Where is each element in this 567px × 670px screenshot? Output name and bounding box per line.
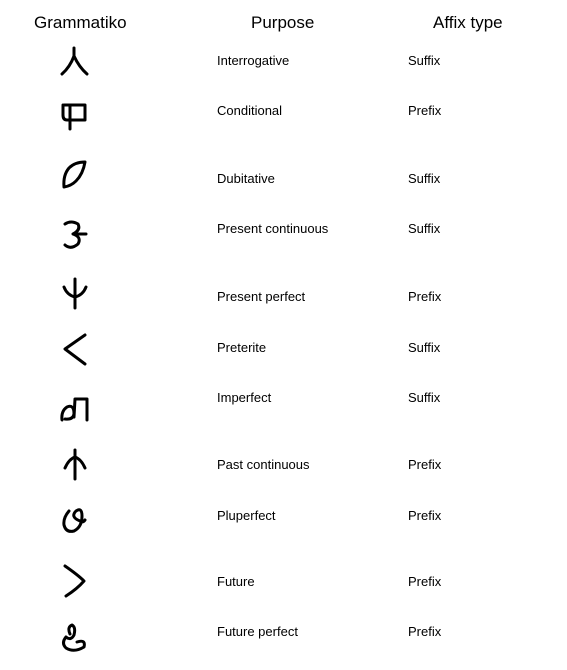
affix-cell: Suffix [408,221,441,236]
affix-cell: Prefix [408,103,442,118]
table-row [0,330,567,370]
loop-arch-icon [54,387,94,427]
arrow-fork-icon [54,444,94,484]
affix-cell: Prefix [408,624,442,639]
boxed-stem-icon [54,94,94,134]
leaf-loop-icon [54,155,94,195]
affix-cell: Prefix [408,508,442,523]
table-row [0,444,567,484]
purpose-cell: Pluperfect [217,508,276,523]
lambda-fork-icon [54,43,94,83]
reversed-epsilon-icon [54,215,94,255]
y-stem-icon [54,273,94,313]
table-row [0,155,567,195]
curl-hook-icon [54,501,94,541]
table-row [0,94,567,134]
header-affix-type: Affix type [433,13,503,32]
spiral-hook-icon [54,615,94,655]
purpose-cell: Interrogative [217,53,290,68]
table-row [0,501,567,541]
purpose-cell: Conditional [217,103,283,118]
table-row [0,273,567,313]
affix-cell: Prefix [408,289,442,304]
purpose-cell: Future perfect [217,624,298,639]
purpose-cell: Future [217,574,255,589]
affix-cell: Suffix [408,390,441,405]
table-row [0,215,567,255]
right-chevron-icon [54,561,94,601]
table-row [0,387,567,427]
affix-cell: Prefix [408,574,442,589]
purpose-cell: Past continuous [217,457,310,472]
purpose-cell: Present perfect [217,289,306,304]
header-grammatiko: Grammatiko [34,13,127,32]
purpose-cell: Present continuous [217,221,329,236]
table-row [0,43,567,83]
header-purpose: Purpose [251,13,315,32]
table-row [0,561,567,601]
affix-cell: Suffix [408,53,441,68]
purpose-cell: Dubitative [217,171,275,186]
affix-cell: Suffix [408,171,441,186]
purpose-cell: Preterite [217,340,267,355]
affix-cell: Prefix [408,457,442,472]
affix-cell: Suffix [408,340,441,355]
table-row [0,615,567,655]
left-chevron-icon [54,330,94,370]
purpose-cell: Imperfect [217,390,272,405]
